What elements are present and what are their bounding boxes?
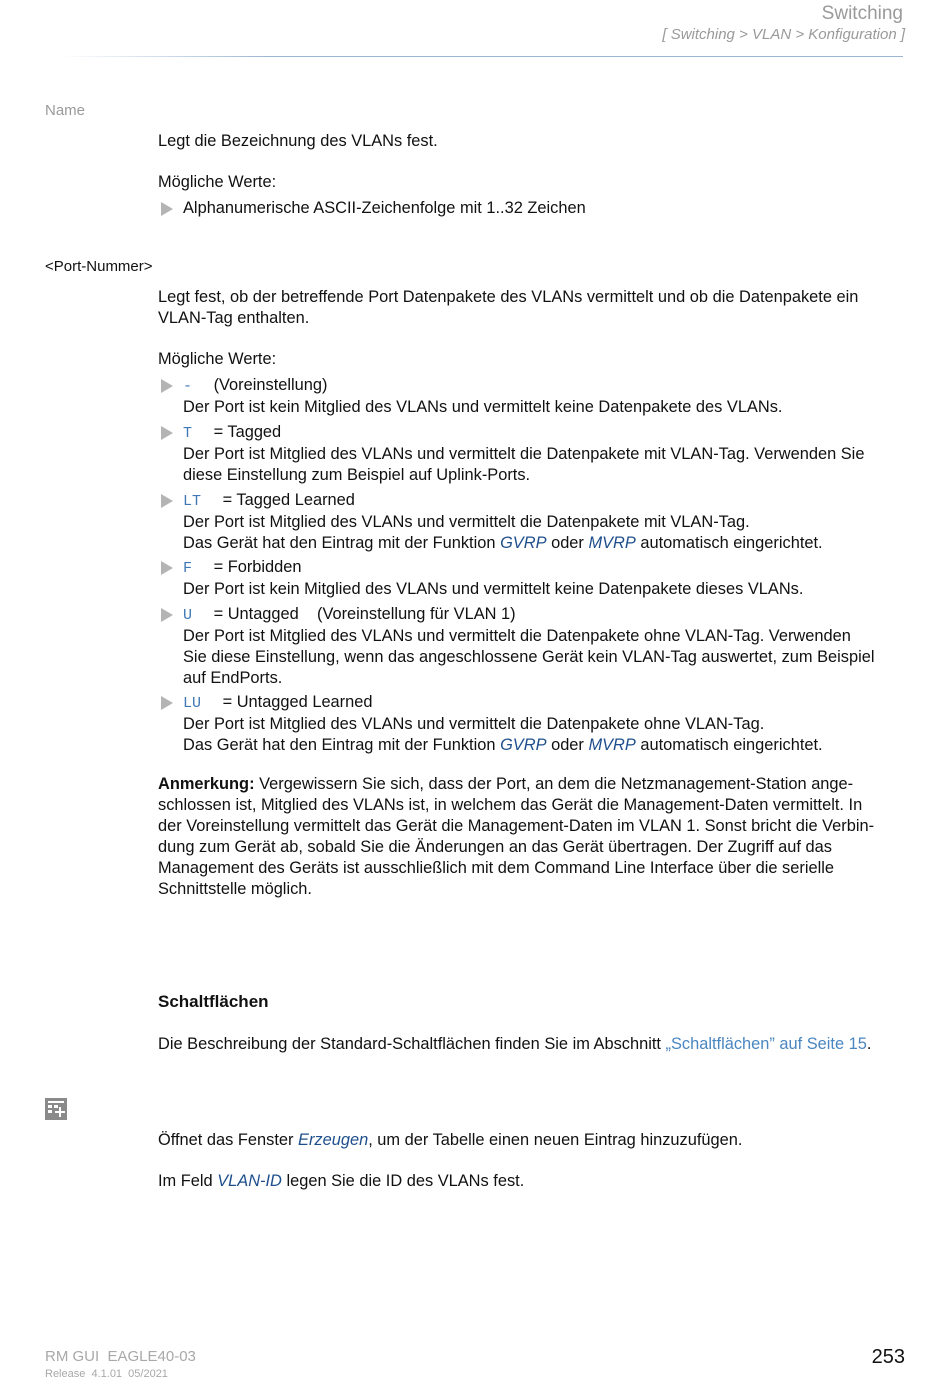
running-header-title: Switching	[821, 3, 903, 24]
footer-release: Release 4.1.01 05/2021	[45, 1368, 168, 1380]
bullet-arrow-icon	[161, 608, 173, 622]
option-code: -	[183, 378, 193, 395]
port-description: Legt fest, ob der betreffende Port Datenpakete des VLANs vermittelt und ob die Datenpakete ein VLAN-Tag enthalten.	[158, 288, 859, 327]
mvrp-reference[interactable]: MVRP	[588, 736, 636, 754]
option-tagged	[158, 422, 910, 486]
section-heading-buttons: Schaltflächen	[158, 992, 269, 1011]
option-description: Sie diese Einstellung, wenn das angeschlossene Gerät kein VLAN-Tag auswertet, zum Beispiel	[183, 648, 875, 666]
option-code: U	[183, 607, 193, 624]
header-divider	[60, 56, 903, 57]
option-code: F	[183, 560, 193, 577]
option-title: = Untagged (Voreinstellung für VLAN 1)	[213, 605, 516, 623]
option-title: (Voreinstellung)	[213, 376, 328, 394]
option-title: = Forbidden	[213, 558, 302, 576]
name-values-label: Mögliche Werte:	[158, 173, 277, 191]
note-label: Anmerkung:	[158, 775, 255, 793]
mvrp-reference[interactable]: MVRP	[588, 534, 636, 552]
option-description: diese Einstellung zum Beispiel auf Uplink-Ports.	[183, 466, 531, 484]
table-add-icon	[45, 1098, 67, 1120]
option-untagged-learned	[158, 692, 910, 756]
create-description: Öffnet das Fenster Erzeugen, um der Tabelle einen neuen Eintrag hinzuzufügen.	[158, 1131, 743, 1149]
option-untagged	[158, 604, 910, 689]
option-description: Der Port ist Mitglied des VLANs und vermittelt die Datenpakete ohne VLAN-Tag.	[183, 715, 765, 733]
option-code: LU	[183, 695, 202, 712]
option-description: Der Port ist kein Mitglied des VLANs und vermittelt keine Datenpakete dieses VLANs.	[183, 580, 804, 598]
option-description: auf EndPorts.	[183, 669, 283, 687]
footer-document-id: RM GUI EAGLE40-03	[45, 1348, 196, 1365]
port-values-label: Mögliche Werte:	[158, 350, 277, 368]
note-paragraph: Anmerkung: Vergewissern Sie sich, dass der Port, an dem die Netzmanagement-Station ange- schlossen ist, Mitglied des VLANs ist, in welchem das Gerät die Management-Daten vermittelt. In der Voreinstellung vermittelt das Gerät die Management-Daten im VLAN 1. Sonst bricht die Verbin- dung zum Gerät ab, sobald Sie die Änderungen an das Gerät übertragen. Der Zugriff auf das Management des Geräts ist ausschließlich mit dem Command Line Interface über die serielle Schnittstelle möglich.	[158, 775, 875, 898]
term-port-number: <Port-Nummer>	[45, 258, 153, 275]
bullet-arrow-icon	[161, 202, 173, 216]
page-number: 253	[871, 1346, 905, 1368]
option-description: Der Port ist Mitglied des VLANs und vermittelt die Datenpakete mit VLAN-Tag. Verwenden Sie	[183, 445, 865, 463]
option-tagged-learned	[158, 490, 910, 554]
buttons-description: Die Beschreibung der Standard-Schaltflächen finden Sie im Abschnitt „Schaltflächen” auf Seite 15.	[158, 1035, 872, 1053]
gvrp-reference[interactable]: GVRP	[500, 534, 547, 552]
bullet-arrow-icon	[161, 696, 173, 710]
option-title: = Untagged Learned	[222, 693, 373, 711]
bullet-arrow-icon	[161, 379, 173, 393]
name-description: Legt die Bezeichnung des VLANs fest.	[158, 132, 438, 150]
option-forbidden	[158, 557, 910, 600]
option-description: Der Port ist Mitglied des VLANs und vermittelt die Datenpakete ohne VLAN-Tag. Verwenden	[183, 627, 851, 645]
option-default	[158, 375, 910, 418]
option-description: Das Gerät hat den Eintrag mit der Funktion GVRP oder MVRP automatisch eingerichtet.	[183, 534, 823, 552]
bullet-arrow-icon	[161, 426, 173, 440]
option-title: = Tagged	[213, 423, 282, 441]
bullet-arrow-icon	[161, 561, 173, 575]
gvrp-reference[interactable]: GVRP	[500, 736, 547, 754]
erzeugen-reference[interactable]: Erzeugen	[298, 1131, 369, 1149]
breadcrumb: [ Switching > VLAN > Konfiguration ]	[662, 26, 905, 43]
option-description: Der Port ist kein Mitglied des VLANs und vermittelt keine Datenpakete des VLANs.	[183, 398, 783, 416]
vlan-id-description: Im Feld VLAN-ID legen Sie die ID des VLANs fest.	[158, 1172, 525, 1190]
vlan-id-reference[interactable]: VLAN-ID	[217, 1172, 282, 1190]
option-description: Das Gerät hat den Eintrag mit der Funktion GVRP oder MVRP automatisch eingerichtet.	[183, 736, 823, 754]
option-title: = Tagged Learned	[222, 491, 355, 509]
bullet-arrow-icon	[161, 494, 173, 508]
buttons-page-link[interactable]: „Schaltflächen” auf Seite 15	[665, 1035, 867, 1053]
option-code: T	[183, 425, 193, 442]
term-name: Name	[45, 102, 86, 119]
option-code: LT	[183, 493, 202, 510]
name-value-item: Alphanumerische ASCII-Zeichenfolge mit 1..32 Zeichen	[158, 198, 910, 219]
option-description: Der Port ist Mitglied des VLANs und vermittelt die Datenpakete mit VLAN-Tag.	[183, 513, 750, 531]
